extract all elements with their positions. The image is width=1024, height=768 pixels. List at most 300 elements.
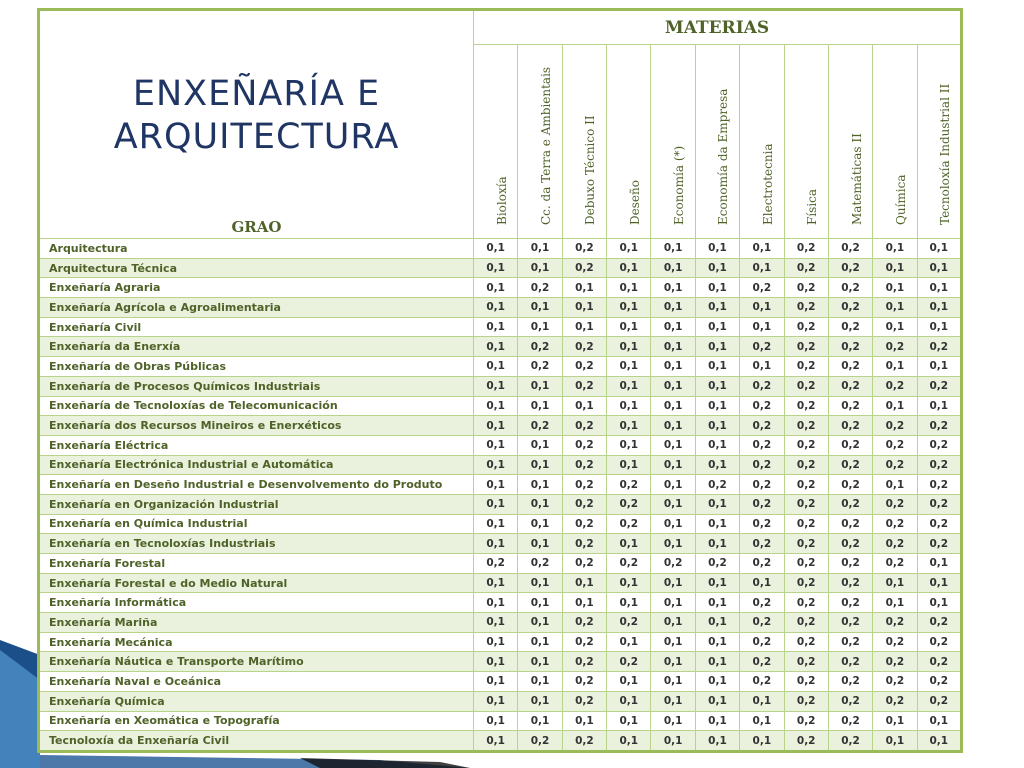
weight-cell: 0,2 (562, 475, 606, 495)
weight-cell: 0,1 (474, 711, 518, 731)
weight-cell: 0,2 (917, 494, 961, 514)
degree-name: Arquitectura Técnica (39, 258, 474, 278)
weight-cell: 0,1 (695, 396, 739, 416)
weight-cell: 0,1 (651, 396, 695, 416)
weight-cell: 0,1 (917, 239, 961, 259)
weight-cell: 0,2 (562, 455, 606, 475)
weight-cell: 0,2 (828, 337, 872, 357)
weight-cell: 0,1 (474, 298, 518, 318)
weight-cell: 0,1 (651, 672, 695, 692)
weight-cell: 0,1 (474, 435, 518, 455)
table-row (39, 396, 962, 416)
weight-cell: 0,2 (873, 376, 917, 396)
weight-cell: 0,1 (695, 376, 739, 396)
title-cell (39, 10, 474, 239)
weight-cell: 0,2 (917, 435, 961, 455)
weight-cell: 0,1 (695, 435, 739, 455)
weight-cell: 0,2 (873, 494, 917, 514)
weight-cell: 0,2 (784, 396, 828, 416)
weight-cell: 0,1 (651, 475, 695, 495)
degree-name: Enxeñaría Agrícola e Agroalimentaria (39, 298, 474, 318)
table-row (39, 357, 962, 377)
weight-cell: 0,1 (695, 455, 739, 475)
subject-header (518, 45, 562, 239)
weight-cell: 0,2 (873, 514, 917, 534)
weight-cell: 0,1 (607, 632, 651, 652)
weight-cell: 0,1 (917, 298, 961, 318)
subject-header (474, 45, 518, 239)
weight-cell: 0,1 (651, 573, 695, 593)
weight-cell: 0,1 (474, 357, 518, 377)
subject-header (873, 45, 917, 239)
weight-cell: 0,1 (651, 534, 695, 554)
weight-cell: 0,1 (651, 278, 695, 298)
weight-cell: 0,2 (873, 613, 917, 633)
weight-cell: 0,2 (917, 652, 961, 672)
weight-cell: 0,1 (740, 691, 784, 711)
table-row (39, 475, 962, 495)
degree-name: Enxeñaría de Procesos Químicos Industriais (39, 376, 474, 396)
subject-label: Tecnoloxía Industrial II (937, 83, 952, 225)
weight-cell: 0,1 (873, 298, 917, 318)
weight-cell: 0,1 (651, 514, 695, 534)
weight-cell: 0,2 (873, 554, 917, 574)
weight-cell: 0,2 (784, 357, 828, 377)
weight-cell: 0,2 (784, 317, 828, 337)
weight-cell: 0,2 (740, 278, 784, 298)
weight-cell: 0,2 (828, 475, 872, 495)
weight-cell: 0,1 (474, 514, 518, 534)
weight-cell: 0,1 (562, 396, 606, 416)
weight-cell: 0,2 (828, 298, 872, 318)
weight-cell: 0,1 (474, 613, 518, 633)
weight-cell: 0,1 (474, 278, 518, 298)
weight-cell: 0,1 (873, 396, 917, 416)
weight-cell: 0,1 (518, 672, 562, 692)
weight-cell: 0,2 (828, 258, 872, 278)
weight-cell: 0,1 (562, 711, 606, 731)
weight-cell: 0,2 (607, 475, 651, 495)
weight-cell: 0,1 (607, 455, 651, 475)
weight-cell: 0,2 (828, 396, 872, 416)
weight-cell: 0,2 (873, 672, 917, 692)
weight-cell: 0,1 (695, 711, 739, 731)
degree-name: Enxeñaría en Xeomática e Topografía (39, 711, 474, 731)
weight-cell: 0,2 (518, 337, 562, 357)
weight-cell: 0,2 (740, 396, 784, 416)
weight-cell: 0,1 (474, 475, 518, 495)
weight-cell: 0,1 (518, 376, 562, 396)
weight-cell: 0,1 (740, 573, 784, 593)
degree-name: Enxeñaría Mariña (39, 613, 474, 633)
weight-cell: 0,2 (607, 554, 651, 574)
table-row (39, 258, 962, 278)
weight-cell: 0,1 (607, 376, 651, 396)
weight-cell: 0,1 (474, 731, 518, 752)
table-row (39, 534, 962, 554)
degree-name: Enxeñaría Química (39, 691, 474, 711)
weight-cell: 0,1 (917, 357, 961, 377)
weight-cell: 0,2 (873, 652, 917, 672)
weight-cell: 0,2 (784, 258, 828, 278)
weight-cell: 0,2 (917, 416, 961, 436)
weight-cell: 0,2 (828, 613, 872, 633)
weight-cell: 0,1 (873, 239, 917, 259)
degree-name: Enxeñaría Agraria (39, 278, 474, 298)
weight-cell: 0,2 (607, 514, 651, 534)
table-row (39, 416, 962, 436)
subject-header (828, 45, 872, 239)
weight-cell: 0,2 (562, 376, 606, 396)
weight-cell: 0,2 (518, 731, 562, 752)
weight-cell: 0,2 (784, 239, 828, 259)
weight-cell: 0,2 (562, 534, 606, 554)
weight-cell: 0,1 (651, 455, 695, 475)
weight-cell: 0,1 (740, 298, 784, 318)
weight-cell: 0,2 (784, 593, 828, 613)
weight-cell: 0,2 (917, 632, 961, 652)
weight-cell: 0,2 (695, 554, 739, 574)
table-row (39, 672, 962, 692)
weight-cell: 0,2 (828, 534, 872, 554)
weight-cell: 0,2 (873, 455, 917, 475)
weight-cell: 0,2 (740, 337, 784, 357)
subject-header (695, 45, 739, 239)
weight-cell: 0,1 (873, 593, 917, 613)
weight-cell: 0,2 (518, 416, 562, 436)
weight-cell: 0,1 (518, 632, 562, 652)
weight-cell: 0,2 (562, 731, 606, 752)
weight-cell: 0,2 (740, 554, 784, 574)
degree-name: Enxeñaría Civil (39, 317, 474, 337)
weight-cell: 0,1 (562, 573, 606, 593)
subject-header (607, 45, 651, 239)
weight-cell: 0,1 (518, 514, 562, 534)
weight-cell: 0,2 (917, 475, 961, 495)
subject-header (784, 45, 828, 239)
weight-cell: 0,1 (607, 711, 651, 731)
weight-cell: 0,1 (474, 376, 518, 396)
table-row (39, 613, 962, 633)
weight-cell: 0,1 (695, 593, 739, 613)
weight-cell: 0,1 (651, 258, 695, 278)
weight-cell: 0,1 (873, 317, 917, 337)
weight-cell: 0,1 (695, 494, 739, 514)
weight-cell: 0,2 (784, 475, 828, 495)
degree-name: Enxeñaría Naval e Oceánica (39, 672, 474, 692)
weight-cell: 0,1 (695, 613, 739, 633)
degree-name: Enxeñaría dos Recursos Mineiros e Enerxéticos (39, 416, 474, 436)
weight-cell: 0,1 (607, 337, 651, 357)
weight-cell: 0,2 (828, 357, 872, 377)
weight-cell: 0,2 (873, 534, 917, 554)
weight-cell: 0,2 (740, 435, 784, 455)
weight-cell: 0,1 (474, 534, 518, 554)
weight-cell: 0,1 (695, 691, 739, 711)
weight-cell: 0,2 (740, 494, 784, 514)
weight-cell: 0,1 (607, 278, 651, 298)
weight-cell: 0,1 (651, 239, 695, 259)
table-body (39, 239, 962, 752)
weight-cell: 0,1 (695, 731, 739, 752)
weight-cell: 0,1 (518, 573, 562, 593)
weight-cell: 0,2 (828, 239, 872, 259)
weight-cell: 0,2 (873, 691, 917, 711)
weight-cell: 0,1 (695, 514, 739, 534)
degree-name: Enxeñaría de Obras Públicas (39, 357, 474, 377)
weight-cell: 0,1 (651, 435, 695, 455)
weight-cell: 0,1 (518, 534, 562, 554)
weight-cell: 0,2 (784, 455, 828, 475)
weight-cell: 0,1 (873, 357, 917, 377)
weight-cell: 0,2 (562, 554, 606, 574)
weight-cell: 0,2 (828, 455, 872, 475)
table-row (39, 573, 962, 593)
weight-cell: 0,1 (651, 711, 695, 731)
degree-name: Enxeñaría en Tecnoloxías Industriais (39, 534, 474, 554)
weight-cell: 0,2 (562, 514, 606, 534)
weight-cell: 0,2 (917, 691, 961, 711)
weight-cell: 0,2 (784, 376, 828, 396)
weight-cell: 0,1 (695, 258, 739, 278)
weight-cell: 0,2 (562, 672, 606, 692)
weight-cell: 0,2 (784, 435, 828, 455)
weight-cell: 0,2 (828, 514, 872, 534)
weight-cell: 0,2 (784, 672, 828, 692)
weight-cell: 0,1 (695, 672, 739, 692)
subject-label: Química (893, 174, 908, 225)
weight-cell: 0,1 (695, 298, 739, 318)
weight-cell: 0,2 (828, 435, 872, 455)
weight-cell: 0,2 (607, 613, 651, 633)
degree-name: Enxeñaría Eléctrica (39, 435, 474, 455)
weight-cell: 0,2 (562, 239, 606, 259)
weight-cell: 0,1 (474, 691, 518, 711)
weight-cell: 0,2 (784, 494, 828, 514)
weight-cell: 0,1 (518, 435, 562, 455)
weight-cell: 0,1 (562, 593, 606, 613)
weight-cell: 0,1 (873, 258, 917, 278)
weight-cell: 0,1 (651, 317, 695, 337)
weight-cell: 0,1 (917, 278, 961, 298)
weight-cell: 0,1 (651, 494, 695, 514)
weight-cell: 0,1 (518, 258, 562, 278)
table-row (39, 455, 962, 475)
table-row (39, 337, 962, 357)
weight-cell: 0,1 (562, 298, 606, 318)
weight-cell: 0,2 (562, 691, 606, 711)
weight-cell: 0,1 (474, 573, 518, 593)
weight-cell: 0,1 (607, 573, 651, 593)
degree-name: Enxeñaría Mecánica (39, 632, 474, 652)
weight-cell: 0,1 (474, 593, 518, 613)
subject-header (740, 45, 784, 239)
weight-cell: 0,1 (562, 278, 606, 298)
subject-label: Física (805, 188, 820, 225)
weight-cell: 0,2 (784, 731, 828, 752)
weight-cell: 0,1 (695, 278, 739, 298)
bottom-swoosh-accent (300, 758, 470, 768)
weight-cell: 0,2 (917, 672, 961, 692)
weight-cell: 0,2 (740, 672, 784, 692)
weight-cell: 0,1 (740, 258, 784, 278)
weight-cell: 0,1 (607, 357, 651, 377)
weight-cell: 0,2 (562, 258, 606, 278)
weight-cell: 0,1 (518, 494, 562, 514)
weight-cell: 0,1 (695, 632, 739, 652)
weight-cell: 0,1 (474, 396, 518, 416)
weight-cell: 0,2 (607, 652, 651, 672)
table-row (39, 376, 962, 396)
weight-cell: 0,2 (562, 613, 606, 633)
weight-cell: 0,1 (518, 475, 562, 495)
weight-cell: 0,1 (740, 357, 784, 377)
weight-cell: 0,2 (828, 278, 872, 298)
weight-cell: 0,1 (474, 258, 518, 278)
weight-cell: 0,1 (740, 239, 784, 259)
weight-cell: 0,1 (607, 435, 651, 455)
weight-cell: 0,1 (695, 573, 739, 593)
weight-cell: 0,1 (695, 416, 739, 436)
subject-label: Electrotecnia (760, 143, 775, 225)
weight-cell: 0,1 (474, 317, 518, 337)
weight-cell: 0,1 (695, 317, 739, 337)
weight-cell: 0,2 (828, 731, 872, 752)
weight-cell: 0,2 (740, 632, 784, 652)
weight-cell: 0,2 (562, 494, 606, 514)
weight-cell: 0,2 (917, 613, 961, 633)
weight-cell: 0,1 (651, 357, 695, 377)
weight-cell: 0,2 (917, 376, 961, 396)
degree-name: Enxeñaría Forestal (39, 554, 474, 574)
weight-cell: 0,1 (873, 711, 917, 731)
table-row (39, 593, 962, 613)
weight-cell: 0,1 (651, 632, 695, 652)
weight-cell: 0,1 (607, 534, 651, 554)
weight-cell: 0,1 (873, 573, 917, 593)
table-row (39, 278, 962, 298)
weight-cell: 0,2 (828, 632, 872, 652)
weight-cell: 0,1 (695, 337, 739, 357)
weight-cell: 0,1 (695, 652, 739, 672)
table-row (39, 632, 962, 652)
weight-cell: 0,2 (784, 711, 828, 731)
weight-cell: 0,2 (828, 554, 872, 574)
weight-cell: 0,1 (474, 652, 518, 672)
table-row (39, 317, 962, 337)
subject-label: Economía (*) (672, 145, 687, 225)
subject-header (917, 45, 961, 239)
weight-cell: 0,1 (607, 317, 651, 337)
weight-cell: 0,2 (784, 652, 828, 672)
weight-cell: 0,2 (607, 494, 651, 514)
degree-name: Enxeñaría en Deseño Industrial e Desenvolvemento do Produto (39, 475, 474, 495)
degree-name: Enxeñaría da Enerxía (39, 337, 474, 357)
subject-header (562, 45, 606, 239)
table-row (39, 435, 962, 455)
weight-cell: 0,2 (873, 632, 917, 652)
degree-name: Enxeñaría Náutica e Transporte Marítimo (39, 652, 474, 672)
weight-cell: 0,1 (474, 239, 518, 259)
weight-cell: 0,2 (828, 652, 872, 672)
table-row (39, 711, 962, 731)
weight-cell: 0,2 (740, 652, 784, 672)
weight-cell: 0,1 (518, 298, 562, 318)
weight-cell: 0,1 (695, 534, 739, 554)
degree-name: Enxeñaría Informática (39, 593, 474, 613)
weight-cell: 0,1 (562, 317, 606, 337)
subject-header (651, 45, 695, 239)
weight-cell: 0,1 (651, 691, 695, 711)
degree-name: Arquitectura (39, 239, 474, 259)
weight-cell: 0,1 (917, 573, 961, 593)
weight-cell: 0,2 (784, 278, 828, 298)
weight-cell: 0,2 (873, 416, 917, 436)
subject-label: Bioloxía (494, 176, 509, 225)
weight-cell: 0,2 (784, 298, 828, 318)
weight-cell: 0,2 (784, 534, 828, 554)
weight-cell: 0,2 (784, 573, 828, 593)
degree-name: Enxeñaría en Organización Industrial (39, 494, 474, 514)
weight-cell: 0,2 (740, 475, 784, 495)
weight-cell: 0,2 (784, 554, 828, 574)
weight-cell: 0,2 (828, 317, 872, 337)
weight-cell: 0,1 (917, 317, 961, 337)
weight-cell: 0,1 (518, 396, 562, 416)
weight-cell: 0,1 (651, 652, 695, 672)
row-header-label: GRAO (231, 218, 282, 236)
table-row (39, 298, 962, 318)
weight-cell: 0,1 (695, 357, 739, 377)
subject-label: Matemáticas II (849, 133, 864, 225)
weight-cell: 0,1 (518, 711, 562, 731)
weight-cell: 0,1 (474, 337, 518, 357)
weight-cell: 0,1 (607, 396, 651, 416)
degree-name: Enxeñaría en Química Industrial (39, 514, 474, 534)
weight-cell: 0,2 (917, 534, 961, 554)
weight-cell: 0,2 (917, 337, 961, 357)
subject-label: Deseño (627, 180, 642, 225)
table-row (39, 691, 962, 711)
weight-cell: 0,1 (651, 593, 695, 613)
weight-cell: 0,2 (740, 514, 784, 534)
weight-cell: 0,1 (651, 298, 695, 318)
weight-cell: 0,1 (917, 396, 961, 416)
weight-cell: 0,1 (740, 317, 784, 337)
weight-cell: 0,2 (784, 416, 828, 436)
degree-name: Tecnoloxía da Enxeñaría Civil (39, 731, 474, 752)
weight-cell: 0,1 (518, 691, 562, 711)
weight-cell: 0,2 (873, 337, 917, 357)
grades-table (37, 8, 963, 753)
weight-cell: 0,1 (651, 416, 695, 436)
table-row (39, 494, 962, 514)
table-row (39, 514, 962, 534)
weight-cell: 0,1 (917, 258, 961, 278)
weight-cell: 0,2 (784, 691, 828, 711)
weight-cell: 0,2 (562, 652, 606, 672)
weight-cell: 0,2 (740, 534, 784, 554)
weight-cell: 0,1 (651, 376, 695, 396)
degree-name: Enxeñaría Electrónica Industrial e Automática (39, 455, 474, 475)
table-row (39, 239, 962, 259)
weight-cell: 0,2 (740, 455, 784, 475)
weight-cell: 0,1 (607, 731, 651, 752)
weight-cell: 0,2 (562, 416, 606, 436)
weight-cell: 0,1 (695, 239, 739, 259)
table-row (39, 554, 962, 574)
weight-cell: 0,2 (474, 554, 518, 574)
